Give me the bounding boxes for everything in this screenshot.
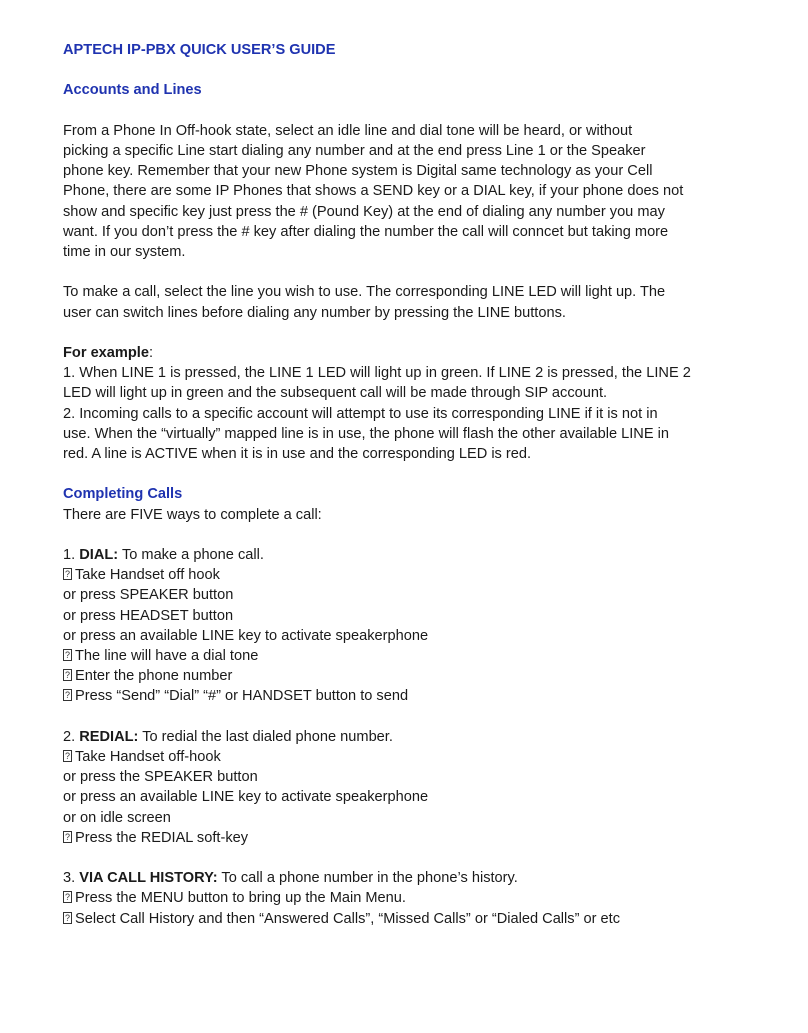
text-line: picking a specific Line start dialing any number and at the end press Line 1 or the Speaker (63, 142, 646, 159)
text-line: time in our system. (63, 244, 186, 260)
method-description: To call a phone number in the phone’s history. (217, 870, 518, 887)
method-dial (63, 545, 753, 707)
method-description: To make a phone call. (118, 546, 264, 563)
bullet-box-icon (63, 750, 72, 762)
example-label: For example (63, 344, 149, 361)
accounts-paragraph-2 (63, 282, 753, 322)
step-line: or press HEADSET button (63, 607, 234, 624)
method-description: To redial the last dialed phone number. (138, 728, 393, 745)
text-line: use. When the “virtually” mapped line is in use, the phone will flash the other available LINE in (63, 425, 669, 442)
step-line: or press the SPEAKER button (63, 769, 258, 786)
section-heading-completing: Completing Calls (63, 486, 183, 503)
bullet-box-icon (63, 568, 72, 580)
method-number: 3. (63, 870, 80, 887)
method-number: 1. (63, 546, 80, 563)
step-line: ?Enter the phone number (63, 668, 232, 684)
step-line: or press an available LINE key to activate speakerphone (63, 627, 429, 644)
text-line: 1. When LINE 1 is pressed, the LINE 1 LED will light up in green. If LINE 2 is pressed, the LINE 2 (63, 365, 691, 382)
document-title: APTECH IP-PBX QUICK USER’S GUIDE (63, 42, 336, 58)
text-line: user can switch lines before dialing any number by pressing the LINE buttons. (63, 304, 566, 321)
accounts-paragraph-1 (63, 121, 753, 262)
section-heading-accounts: Accounts and Lines (63, 82, 202, 99)
step-line: ?The line will have a dial tone (63, 648, 258, 664)
step-line: ?Press “Send” “Dial” “#” or HANDSET button to send (63, 688, 408, 704)
step-line: ?Take Handset off hook (63, 567, 220, 583)
method-number: 2. (63, 728, 80, 745)
text-line: 2. Incoming calls to a specific account will attempt to use its corresponding LINE if it is not in (63, 405, 658, 422)
step-line: or press SPEAKER button (63, 587, 234, 604)
completing-intro: There are FIVE ways to complete a call: (63, 506, 322, 523)
text-line: From a Phone In Off-hook state, select an idle line and dial tone will be heard, or without (63, 122, 633, 139)
bullet-box-icon (63, 891, 72, 903)
bullet-box-icon (63, 689, 72, 701)
bullet-box-icon (63, 831, 72, 843)
text-line: To make a call, select the line you wish to use. The corresponding LINE LED will light up. The (63, 284, 666, 301)
method-label: DIAL: (79, 546, 119, 563)
text-line: LED will light up in green and the subsequent call will be made through SIP account. (63, 385, 608, 402)
step-line: or press an available LINE key to activate speakerphone (63, 789, 429, 806)
example-colon: : (148, 344, 154, 361)
step-line: or on idle screen (63, 809, 171, 826)
bullet-box-icon (63, 649, 72, 661)
example-block (63, 343, 753, 464)
step-line: ?Press the MENU button to bring up the Main Menu. (63, 890, 406, 906)
bullet-box-icon (63, 669, 72, 681)
method-label: REDIAL: (79, 728, 139, 745)
document-page (63, 40, 753, 929)
step-line: ?Take Handset off-hook (63, 749, 221, 765)
method-label: VIA CALL HISTORY: (79, 870, 218, 887)
text-line: red. A line is ACTIVE when it is in use and the corresponding LED is red. (63, 446, 532, 462)
step-line: ?Press the REDIAL soft-key (63, 830, 248, 846)
text-line: want. If you don’t press the # key after dialing the number the call will conncet but taking more (63, 223, 669, 240)
text-line: Phone, there are some IP Phones that shows a SEND key or a DIAL key, if your phone does not (63, 183, 684, 200)
method-redial (63, 727, 753, 848)
step-line: ?Select Call History and then “Answered Calls”, “Missed Calls” or “Dialed Calls” or etc (63, 911, 620, 927)
text-line: phone key. Remember that your new Phone system is Digital same technology as your Cell (63, 163, 653, 180)
method-call-history (63, 868, 753, 929)
text-line: show and specific key just press the # (Pound Key) at the end of dialing any number you may (63, 203, 665, 220)
bullet-box-icon (63, 912, 72, 924)
